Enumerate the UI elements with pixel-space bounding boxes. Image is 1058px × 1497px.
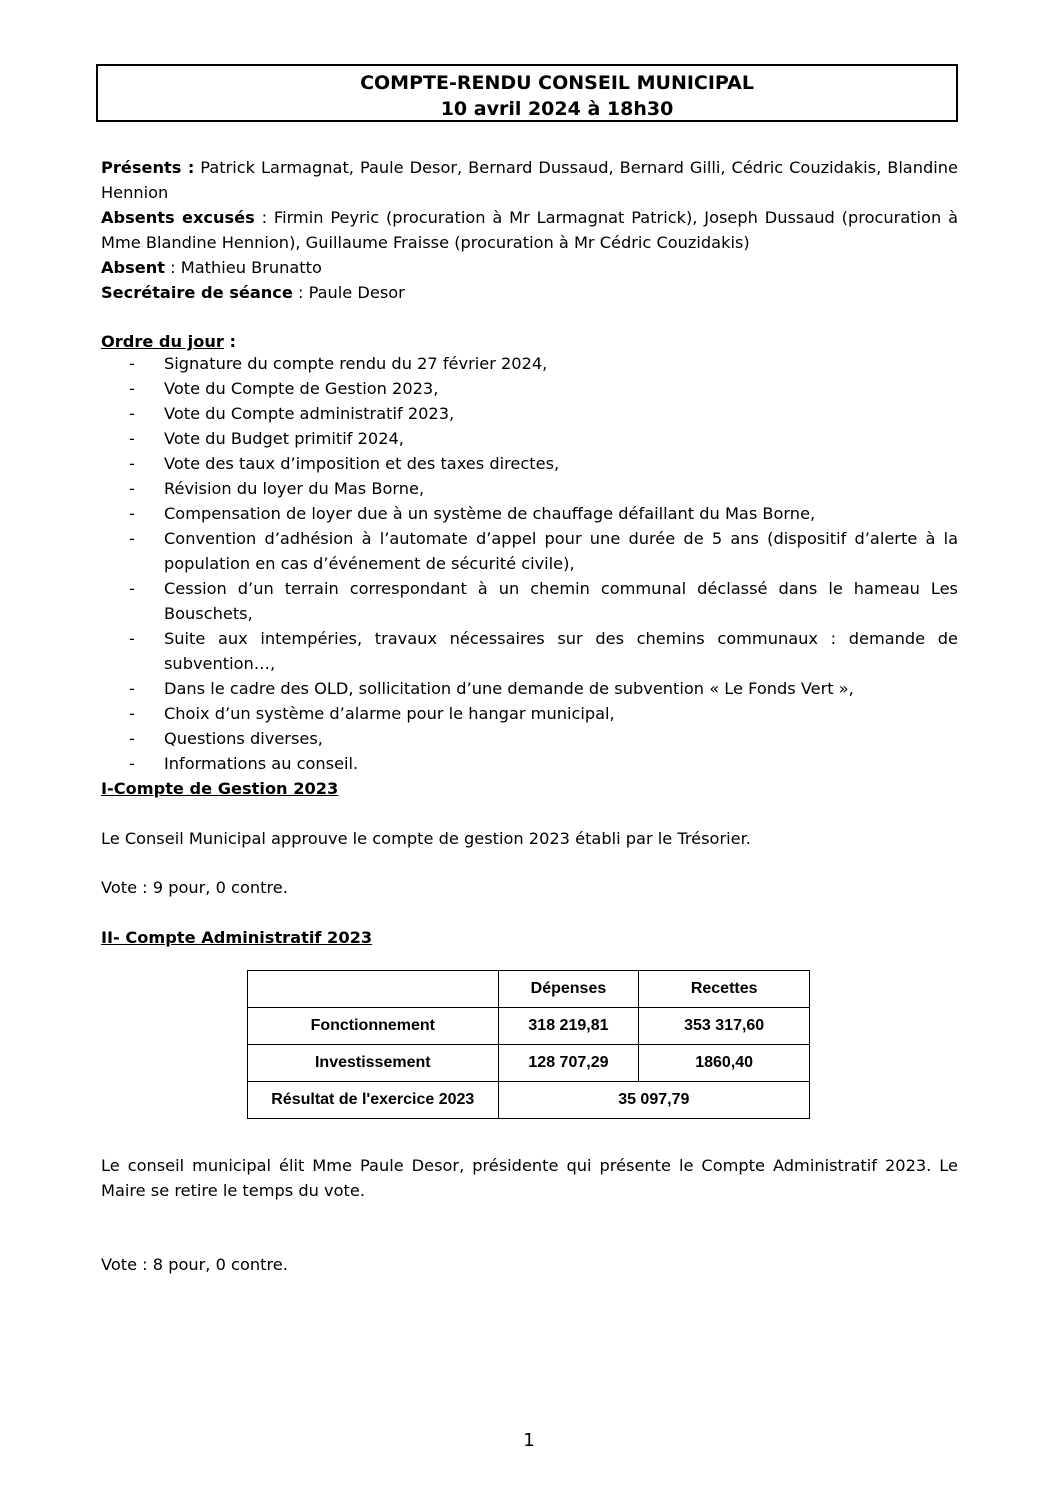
recettes-cell: 353 317,60 (639, 1008, 810, 1045)
secretaire-line (101, 280, 958, 305)
agenda-item: - Révision du loyer du Mas Borne, (129, 479, 425, 498)
attendance-block (101, 155, 958, 305)
table-row (248, 1008, 810, 1045)
table-row (248, 1045, 810, 1082)
result-label: Résultat de l'exercice 2023 (248, 1082, 499, 1119)
presents-label: Présents : (101, 158, 195, 177)
recettes-cell: 1860,40 (639, 1045, 810, 1082)
section2-text: Le conseil municipal élit Mme Paule Desor, présidente qui présente le Compte Administratif 2023. Le Maire se retire le temps du vote. (101, 1156, 958, 1200)
agenda-item: - Compensation de loyer due à un système de chauffage défaillant du Mas Borne, (129, 504, 816, 523)
agenda-item: - Vote du Compte de Gestion 2023, (129, 379, 439, 398)
section1-text: Le Conseil Municipal approuve le compte de gestion 2023 établi par le Trésorier. (101, 829, 751, 848)
agenda-item: - Vote du Budget primitif 2024, (129, 429, 404, 448)
meeting-date: 10 avril 2024 à 18h30 (440, 98, 674, 120)
depenses-cell: 128 707,29 (498, 1045, 639, 1082)
agenda-item: - Choix d’un système d’alarme pour le hangar municipal, (129, 704, 615, 723)
presents-line (101, 155, 958, 205)
agenda-item: - Questions diverses, (129, 729, 323, 748)
agenda-item: - Vote du Compte administratif 2023, (129, 404, 455, 423)
header-recettes: Recettes (639, 971, 810, 1008)
row-label: Investissement (248, 1045, 499, 1082)
excuses-label: Absents excusés (101, 208, 255, 227)
table-result-row (248, 1082, 810, 1119)
document-title: COMPTE-RENDU CONSEIL MUNICIPAL (360, 72, 754, 94)
agenda-item: - Convention d’adhésion à l’automate d’appel pour une durée de 5 ans (dispositif d’alerte à la population en cas d’événement de sécurité civile), (129, 529, 958, 573)
agenda-item: - Suite aux intempéries, travaux nécessaires sur des chemins communaux : demande de subvention…, (129, 629, 958, 673)
empty-cell (248, 971, 499, 1008)
agenda-item: - Informations au conseil. (129, 754, 359, 773)
secretaire-value: : Paule Desor (292, 283, 405, 302)
absent-label: Absent (101, 258, 165, 277)
result-value: 35 097,79 (498, 1082, 809, 1119)
agenda-list (101, 351, 958, 776)
absent-line (101, 255, 958, 280)
row-label: Fonctionnement (248, 1008, 499, 1045)
title-box (96, 64, 958, 122)
excuses-value: : Firmin Peyric (procuration à Mr Larmagnat Patrick), Joseph Dussaud (procuration à Mme Blandine Hennion), Guillaume Fraisse (procuration à Mr Cédric Couzidakis) (101, 208, 958, 252)
agenda-item: - Dans le cadre des OLD, sollicitation d’une demande de subvention « Le Fonds Vert », (129, 679, 854, 698)
section1-title: I-Compte de Gestion 2023 (101, 779, 339, 798)
table-header-row (248, 971, 810, 1008)
agenda-item: - Vote des taux d’imposition et des taxes directes, (129, 454, 560, 473)
page-number: 1 (523, 1430, 535, 1451)
agenda-heading: Ordre du jour : (101, 332, 236, 351)
header-depenses: Dépenses (498, 971, 639, 1008)
excuses-line (101, 205, 958, 255)
agenda-item: - Cession d’un terrain correspondant à un chemin communal déclassé dans le hameau Les Bouschets, (129, 579, 958, 623)
secretaire-label: Secrétaire de séance (101, 283, 293, 302)
absent-value: : Mathieu Brunatto (165, 258, 322, 277)
depenses-cell: 318 219,81 (498, 1008, 639, 1045)
budget-table (247, 970, 810, 1119)
agenda-item: - Signature du compte rendu du 27 février 2024, (129, 354, 548, 373)
section2-title: II- Compte Administratif 2023 (101, 928, 373, 947)
section2-vote: Vote : 8 pour, 0 contre. (101, 1255, 288, 1274)
section1-vote: Vote : 9 pour, 0 contre. (101, 878, 288, 897)
presents-value: Patrick Larmagnat, Paule Desor, Bernard Dussaud, Bernard Gilli, Cédric Couzidakis, Blandine Hennion (101, 158, 958, 202)
